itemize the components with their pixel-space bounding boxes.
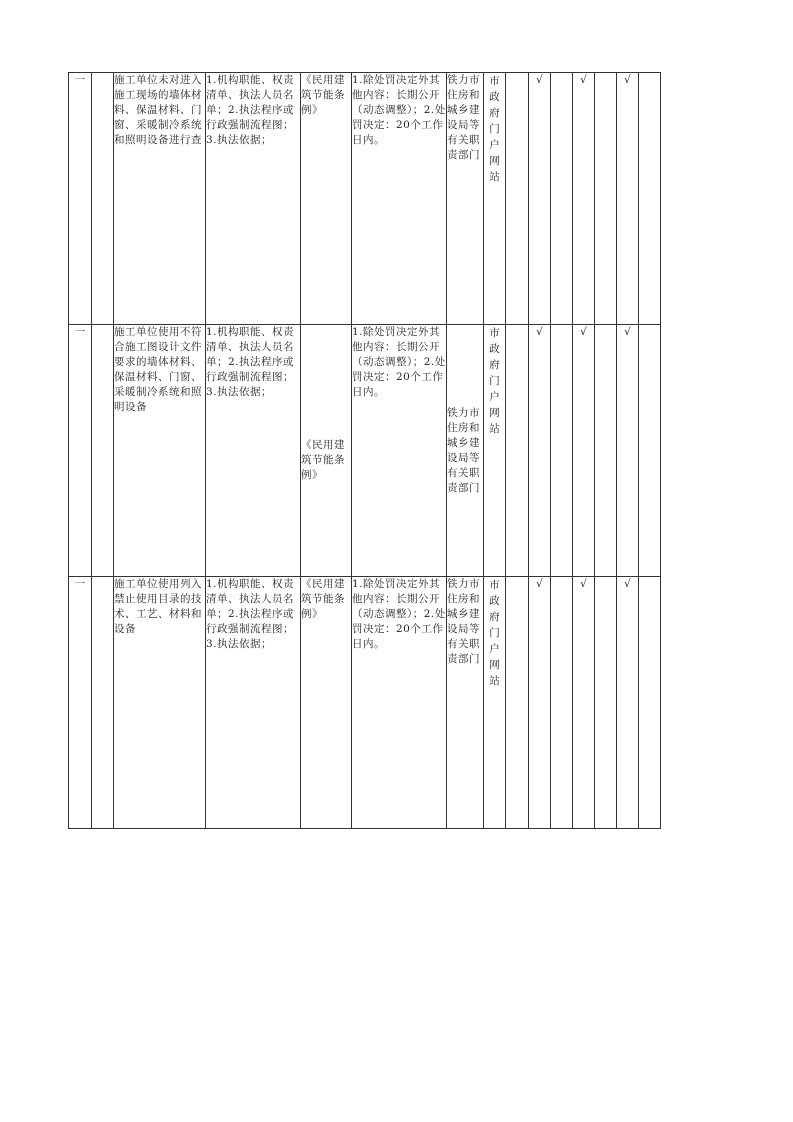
content-cell: 1.机构职能、权责清单、执法人员名单；2.执法程序或行政强制流程图；3.执法依据； (206, 73, 301, 325)
table-row (69, 73, 661, 325)
check-cell (639, 73, 661, 325)
check-cell: √ (573, 325, 595, 577)
dept-cell: 铁力市住房和城乡建设局等有关职责部门 (447, 325, 484, 577)
spacer-cell (92, 73, 114, 325)
spacer-cell (92, 325, 114, 577)
check-cell: √ (617, 73, 639, 325)
check-cell: √ (617, 325, 639, 577)
basis-cell: 《民用建筑节能条例》 (301, 577, 352, 829)
check-cell (595, 73, 617, 325)
check-cell: √ (573, 577, 595, 829)
content-cell: 1.机构职能、权责清单、执法人员名单；2.执法程序或行政强制流程图；3.执法依据； (206, 325, 301, 577)
period-cell: 1.除处罚决定外其他内容：长期公开（动态调整）；2.处罚决定：20个工作日内。 (352, 73, 447, 325)
check-cell: √ (529, 325, 551, 577)
check-cell (639, 325, 661, 577)
basis-cell: 《民用建筑节能条例》 (301, 325, 352, 577)
basis-cell: 《民用建筑节能条例》 (301, 73, 352, 325)
channel-text: 市政府门户网站 (489, 327, 500, 435)
check-cell (639, 577, 661, 829)
check-cell (551, 73, 573, 325)
item-cell: 施工单位未对进入施工现场的墙体材料、保温材料、门窗、采暖制冷系统和照明设备进行查 (114, 73, 206, 325)
channel-cell (484, 325, 506, 577)
row-index: 一 (69, 73, 92, 325)
channel-cell (484, 577, 506, 829)
check-cell: √ (529, 73, 551, 325)
dept-cell: 铁力市住房和城乡建设局等有关职责部门 (447, 73, 484, 325)
spacer-cell (92, 577, 114, 829)
check-cell (551, 325, 573, 577)
period-cell: 1.除处罚决定外其他内容：长期公开（动态调整）；2.处罚决定：20个工作日内。 (352, 325, 447, 577)
item-cell: 施工单位使用不符合施工图设计文件要求的墙体材料、保温材料、门窗、采暖制冷系统和照明设备 (114, 325, 206, 577)
check-cell (506, 325, 529, 577)
row-index: 一 (69, 325, 92, 577)
check-cell (595, 325, 617, 577)
content-cell: 1.机构职能、权责清单、执法人员名单；2.执法程序或行政强制流程图；3.执法依据； (206, 577, 301, 829)
check-cell (506, 577, 529, 829)
check-cell: √ (573, 73, 595, 325)
check-cell (506, 73, 529, 325)
row-index: 一 (69, 577, 92, 829)
period-cell: 1.除处罚决定外其他内容：长期公开（动态调整）；2.处罚决定：20个工作日内。 (352, 577, 447, 829)
check-cell (595, 577, 617, 829)
table-row (69, 325, 661, 577)
channel-cell (484, 73, 506, 325)
dept-cell: 铁力市住房和城乡建设局等有关职责部门 (447, 577, 484, 829)
check-cell: √ (529, 577, 551, 829)
item-cell: 施工单位使用列入禁止使用目录的技术、工艺、材料和设备 (114, 577, 206, 829)
check-cell: √ (617, 577, 639, 829)
table-row (69, 577, 661, 829)
disclosure-table (68, 72, 661, 829)
check-cell (551, 577, 573, 829)
channel-text: 市政府门户网站 (489, 579, 500, 687)
channel-text: 市政府门户网站 (489, 75, 500, 183)
